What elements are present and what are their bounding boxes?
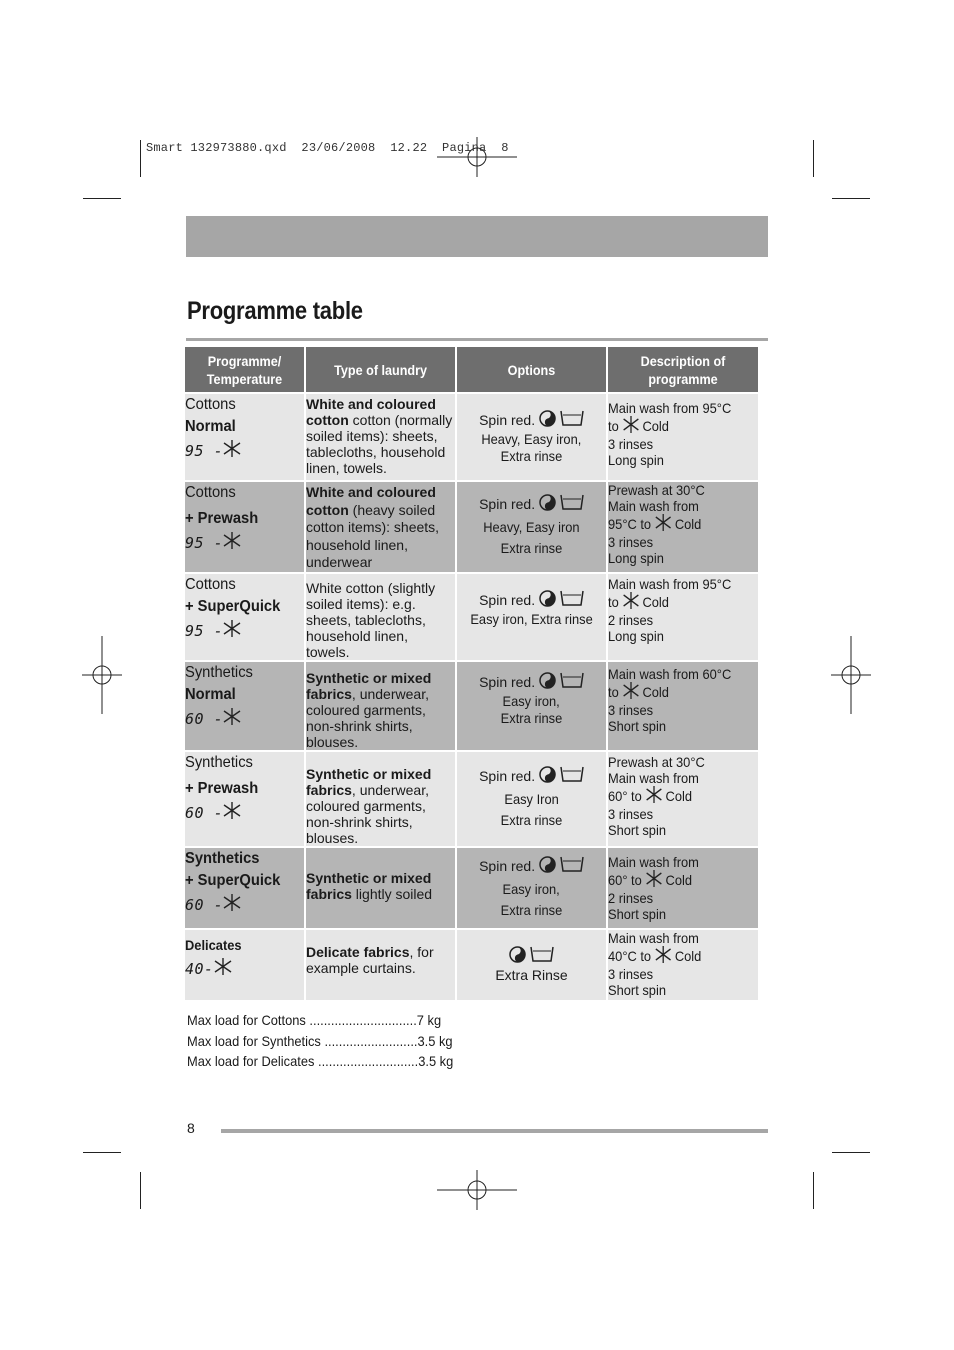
file-header: Smart 132973880.qxd 23/06/2008 12.22 Pagina 8	[146, 141, 509, 155]
description-cell	[607, 393, 759, 481]
cold-snowflake-icon	[645, 786, 662, 806]
programme-mode: + SuperQuick	[185, 872, 281, 889]
cold-snowflake-icon	[223, 440, 241, 460]
cold-snowflake-icon	[622, 682, 639, 702]
programme-name: Cottons	[185, 396, 236, 413]
description-line: 60° to Cold	[608, 872, 693, 888]
options-cell	[456, 393, 607, 481]
cold-snowflake-icon	[655, 514, 672, 534]
spin-reduction-icon	[539, 494, 556, 517]
laundry-type-bold: Synthetic or mixed fabrics	[306, 870, 432, 902]
description-line: Main wash from 95°C	[608, 576, 732, 592]
spin-reduction-icon	[539, 856, 556, 879]
laundry-type-cell	[305, 751, 456, 847]
extra-rinse-tub-icon	[560, 494, 584, 517]
registration-mark-icon	[831, 636, 871, 714]
max-load-synthetics: Max load for Synthetics ..........................3.5 kg	[187, 1032, 453, 1049]
table-row	[185, 393, 759, 481]
spin-reduction-icon	[539, 590, 556, 611]
crop-mark	[140, 140, 141, 177]
description-line: to Cold	[608, 418, 669, 434]
option-text: Extra rinse	[500, 448, 563, 464]
programme-mode: + Prewash	[185, 780, 259, 797]
description-line: Main wash from	[608, 854, 699, 870]
programme-cell	[185, 481, 305, 573]
programme-cell	[185, 929, 305, 1001]
option-spin-label: Spin red.	[479, 768, 536, 784]
description-line: Short spin	[608, 906, 667, 922]
laundry-type-text: , underwear, coloured garments, non-shrink shirts, blouses.	[306, 782, 429, 846]
table-row	[185, 751, 759, 847]
laundry-type-text: , for example curtains.	[306, 944, 434, 976]
programme-name: Synthetics	[185, 850, 260, 867]
laundry-type-cell	[305, 393, 456, 481]
temperature-range: 95 -	[185, 622, 224, 640]
programme-table	[185, 347, 760, 1002]
table-row	[185, 847, 759, 929]
option-spin-label: Spin red.	[479, 858, 536, 874]
description-cell	[607, 661, 759, 751]
laundry-type-bold: White and coloured cotton	[306, 484, 436, 518]
programme-cell	[185, 661, 305, 751]
description-line: to Cold	[608, 594, 669, 610]
temperature-range: 60 -	[185, 804, 224, 822]
option-spin-label: Spin red.	[479, 412, 536, 428]
option-text: Heavy, Easy iron	[483, 519, 580, 535]
options-cell	[456, 573, 607, 661]
programme-name: Synthetics	[185, 664, 253, 681]
cold-snowflake-icon	[223, 894, 241, 914]
options-cell	[456, 751, 607, 847]
description-line: Long spin	[608, 452, 664, 468]
description-line: Main wash from 95°C	[608, 400, 732, 416]
bottom-grey-bar	[221, 1129, 768, 1133]
cold-snowflake-icon	[223, 620, 241, 640]
spin-reduction-icon	[509, 946, 526, 967]
spin-reduction-icon	[539, 410, 556, 431]
col-header-description: Description of programme	[607, 347, 759, 393]
programme-name: Delicates	[185, 937, 242, 953]
description-line: Main wash from	[608, 930, 699, 946]
programme-cell	[185, 751, 305, 847]
crop-mark	[83, 198, 121, 199]
laundry-type-cell	[305, 929, 456, 1001]
description-line: Short spin	[608, 822, 667, 838]
cold-snowflake-icon	[645, 870, 662, 890]
extra-rinse-tub-icon	[560, 590, 584, 611]
col-header-programme: Programme/ Temperature	[185, 347, 305, 393]
temperature-range: 60 -	[185, 710, 224, 728]
page-number: 8	[187, 1120, 195, 1136]
description-line: 95°C to Cold	[608, 516, 702, 532]
programme-mode: Normal	[185, 418, 236, 435]
programme-name: Synthetics	[185, 754, 253, 771]
option-text: Easy Iron	[504, 791, 559, 807]
programme-mode: Normal	[185, 686, 236, 703]
cold-snowflake-icon	[223, 802, 241, 822]
programme-name: Cottons	[185, 576, 236, 593]
description-cell	[607, 751, 759, 847]
programme-name: Cottons	[185, 484, 236, 501]
options-cell	[456, 481, 607, 573]
laundry-type-cell	[305, 661, 456, 751]
temperature-range: 40-	[185, 960, 214, 978]
table-row	[185, 929, 759, 1001]
laundry-type-text: (heavy soiled cotton items): sheets, household linen, underwear	[306, 501, 440, 570]
option-text: Extra rinse	[500, 710, 563, 726]
top-grey-bar	[186, 216, 768, 257]
cold-snowflake-icon	[622, 416, 639, 436]
table-row	[185, 573, 759, 661]
crop-mark	[83, 1152, 121, 1153]
description-line: Short spin	[608, 718, 667, 734]
description-line: 3 rinses	[608, 966, 654, 982]
cold-snowflake-icon	[622, 592, 639, 612]
option-text: Easy iron,	[502, 881, 561, 897]
options-cell	[456, 661, 607, 751]
options-cell	[456, 847, 607, 929]
laundry-type-text: White cotton (slightly soiled items): e.g. sheets, tablecloths, household linen, towels.	[306, 580, 436, 660]
col-header-laundry: Type of laundry	[305, 347, 456, 393]
table-row	[185, 481, 759, 573]
table-row	[185, 661, 759, 751]
option-spin-label: Spin red.	[479, 674, 536, 690]
laundry-type-text: cotton (normally soiled items): sheets, tablecloths, household linen, towels.	[306, 412, 453, 476]
title-rule	[186, 338, 768, 341]
description-line: 3 rinses	[608, 806, 654, 822]
cold-snowflake-icon	[655, 946, 672, 966]
description-line: Main wash from	[608, 498, 699, 514]
description-line: 40°C to Cold	[608, 948, 702, 964]
spin-reduction-icon	[539, 672, 556, 693]
description-line: Long spin	[608, 550, 664, 566]
option-text: Easy iron, Extra rinse	[470, 611, 593, 627]
programme-mode: + SuperQuick	[185, 598, 281, 615]
laundry-type-text: lightly soiled	[351, 886, 433, 902]
description-line: to Cold	[608, 684, 669, 700]
max-load-cottons: Max load for Cottons ..............................7 kg	[187, 1012, 442, 1028]
option-spin-label: Spin red.	[479, 496, 536, 512]
description-line: Prewash at 30°C	[608, 482, 705, 498]
option-text: Heavy, Easy iron,	[481, 431, 582, 447]
options-cell	[456, 929, 607, 1001]
registration-mark-icon	[437, 137, 517, 179]
description-cell	[607, 929, 759, 1001]
description-line: 2 rinses	[608, 612, 654, 628]
temperature-range: 95 -	[185, 534, 224, 552]
description-line: 2 rinses	[608, 890, 654, 906]
laundry-type-bold: White and coloured cotton	[306, 396, 436, 428]
cold-snowflake-icon	[223, 708, 241, 728]
option-text: Easy iron,	[502, 693, 561, 709]
laundry-type-text: , underwear, coloured garments, non-shrink shirts, blouses.	[306, 686, 429, 750]
table-header-row	[185, 347, 759, 393]
option-spin-label: Spin red.	[479, 592, 536, 608]
description-cell	[607, 573, 759, 661]
cold-snowflake-icon	[214, 958, 232, 978]
temperature-range: 60 -	[185, 896, 224, 914]
description-line: Prewash at 30°C	[608, 754, 705, 770]
option-text: Extra rinse	[500, 540, 563, 556]
crop-mark	[140, 1172, 141, 1209]
extra-rinse-tub-icon	[530, 946, 554, 967]
max-load-list	[187, 1010, 476, 1072]
crop-mark	[813, 140, 814, 177]
extra-rinse-tub-icon	[560, 856, 584, 879]
programme-cell	[185, 847, 305, 929]
description-cell	[607, 481, 759, 573]
programme-mode: + Prewash	[185, 510, 259, 527]
description-line: Short spin	[608, 982, 667, 998]
crop-mark	[832, 198, 870, 199]
cold-snowflake-icon	[223, 532, 241, 552]
crop-mark	[832, 1152, 870, 1153]
option-text: Extra rinse	[500, 902, 563, 918]
extra-rinse-tub-icon	[560, 410, 584, 431]
option-text: Extra rinse	[500, 812, 563, 828]
laundry-type-bold: Delicate fabrics	[306, 944, 410, 960]
description-line: Main wash from 60°C	[608, 666, 732, 682]
laundry-type-cell	[305, 847, 456, 929]
laundry-type-bold: Synthetic or mixed fabrics	[306, 670, 432, 702]
description-line: 3 rinses	[608, 702, 654, 718]
description-cell	[607, 847, 759, 929]
description-line: Main wash from	[608, 770, 699, 786]
description-line: 3 rinses	[608, 534, 654, 550]
col-header-options: Options	[456, 347, 607, 393]
max-load-delicates: Max load for Delicates ............................3.5 kg	[187, 1053, 454, 1069]
laundry-type-cell	[305, 481, 456, 573]
description-line: 60° to Cold	[608, 788, 693, 804]
programme-cell	[185, 573, 305, 661]
spin-reduction-icon	[539, 766, 556, 789]
crop-mark	[813, 1172, 814, 1209]
option-text: Extra Rinse	[495, 967, 568, 983]
laundry-type-bold: Synthetic or mixed fabrics	[306, 766, 432, 798]
extra-rinse-tub-icon	[560, 766, 584, 789]
extra-rinse-tub-icon	[560, 672, 584, 693]
registration-mark-icon	[437, 1170, 517, 1212]
registration-mark-icon	[82, 636, 122, 714]
page-title: Programme table	[187, 297, 363, 325]
temperature-range: 95 -	[185, 442, 224, 460]
description-line: Long spin	[608, 628, 664, 644]
description-line: 3 rinses	[608, 436, 654, 452]
programme-cell	[185, 393, 305, 481]
laundry-type-cell	[305, 573, 456, 661]
